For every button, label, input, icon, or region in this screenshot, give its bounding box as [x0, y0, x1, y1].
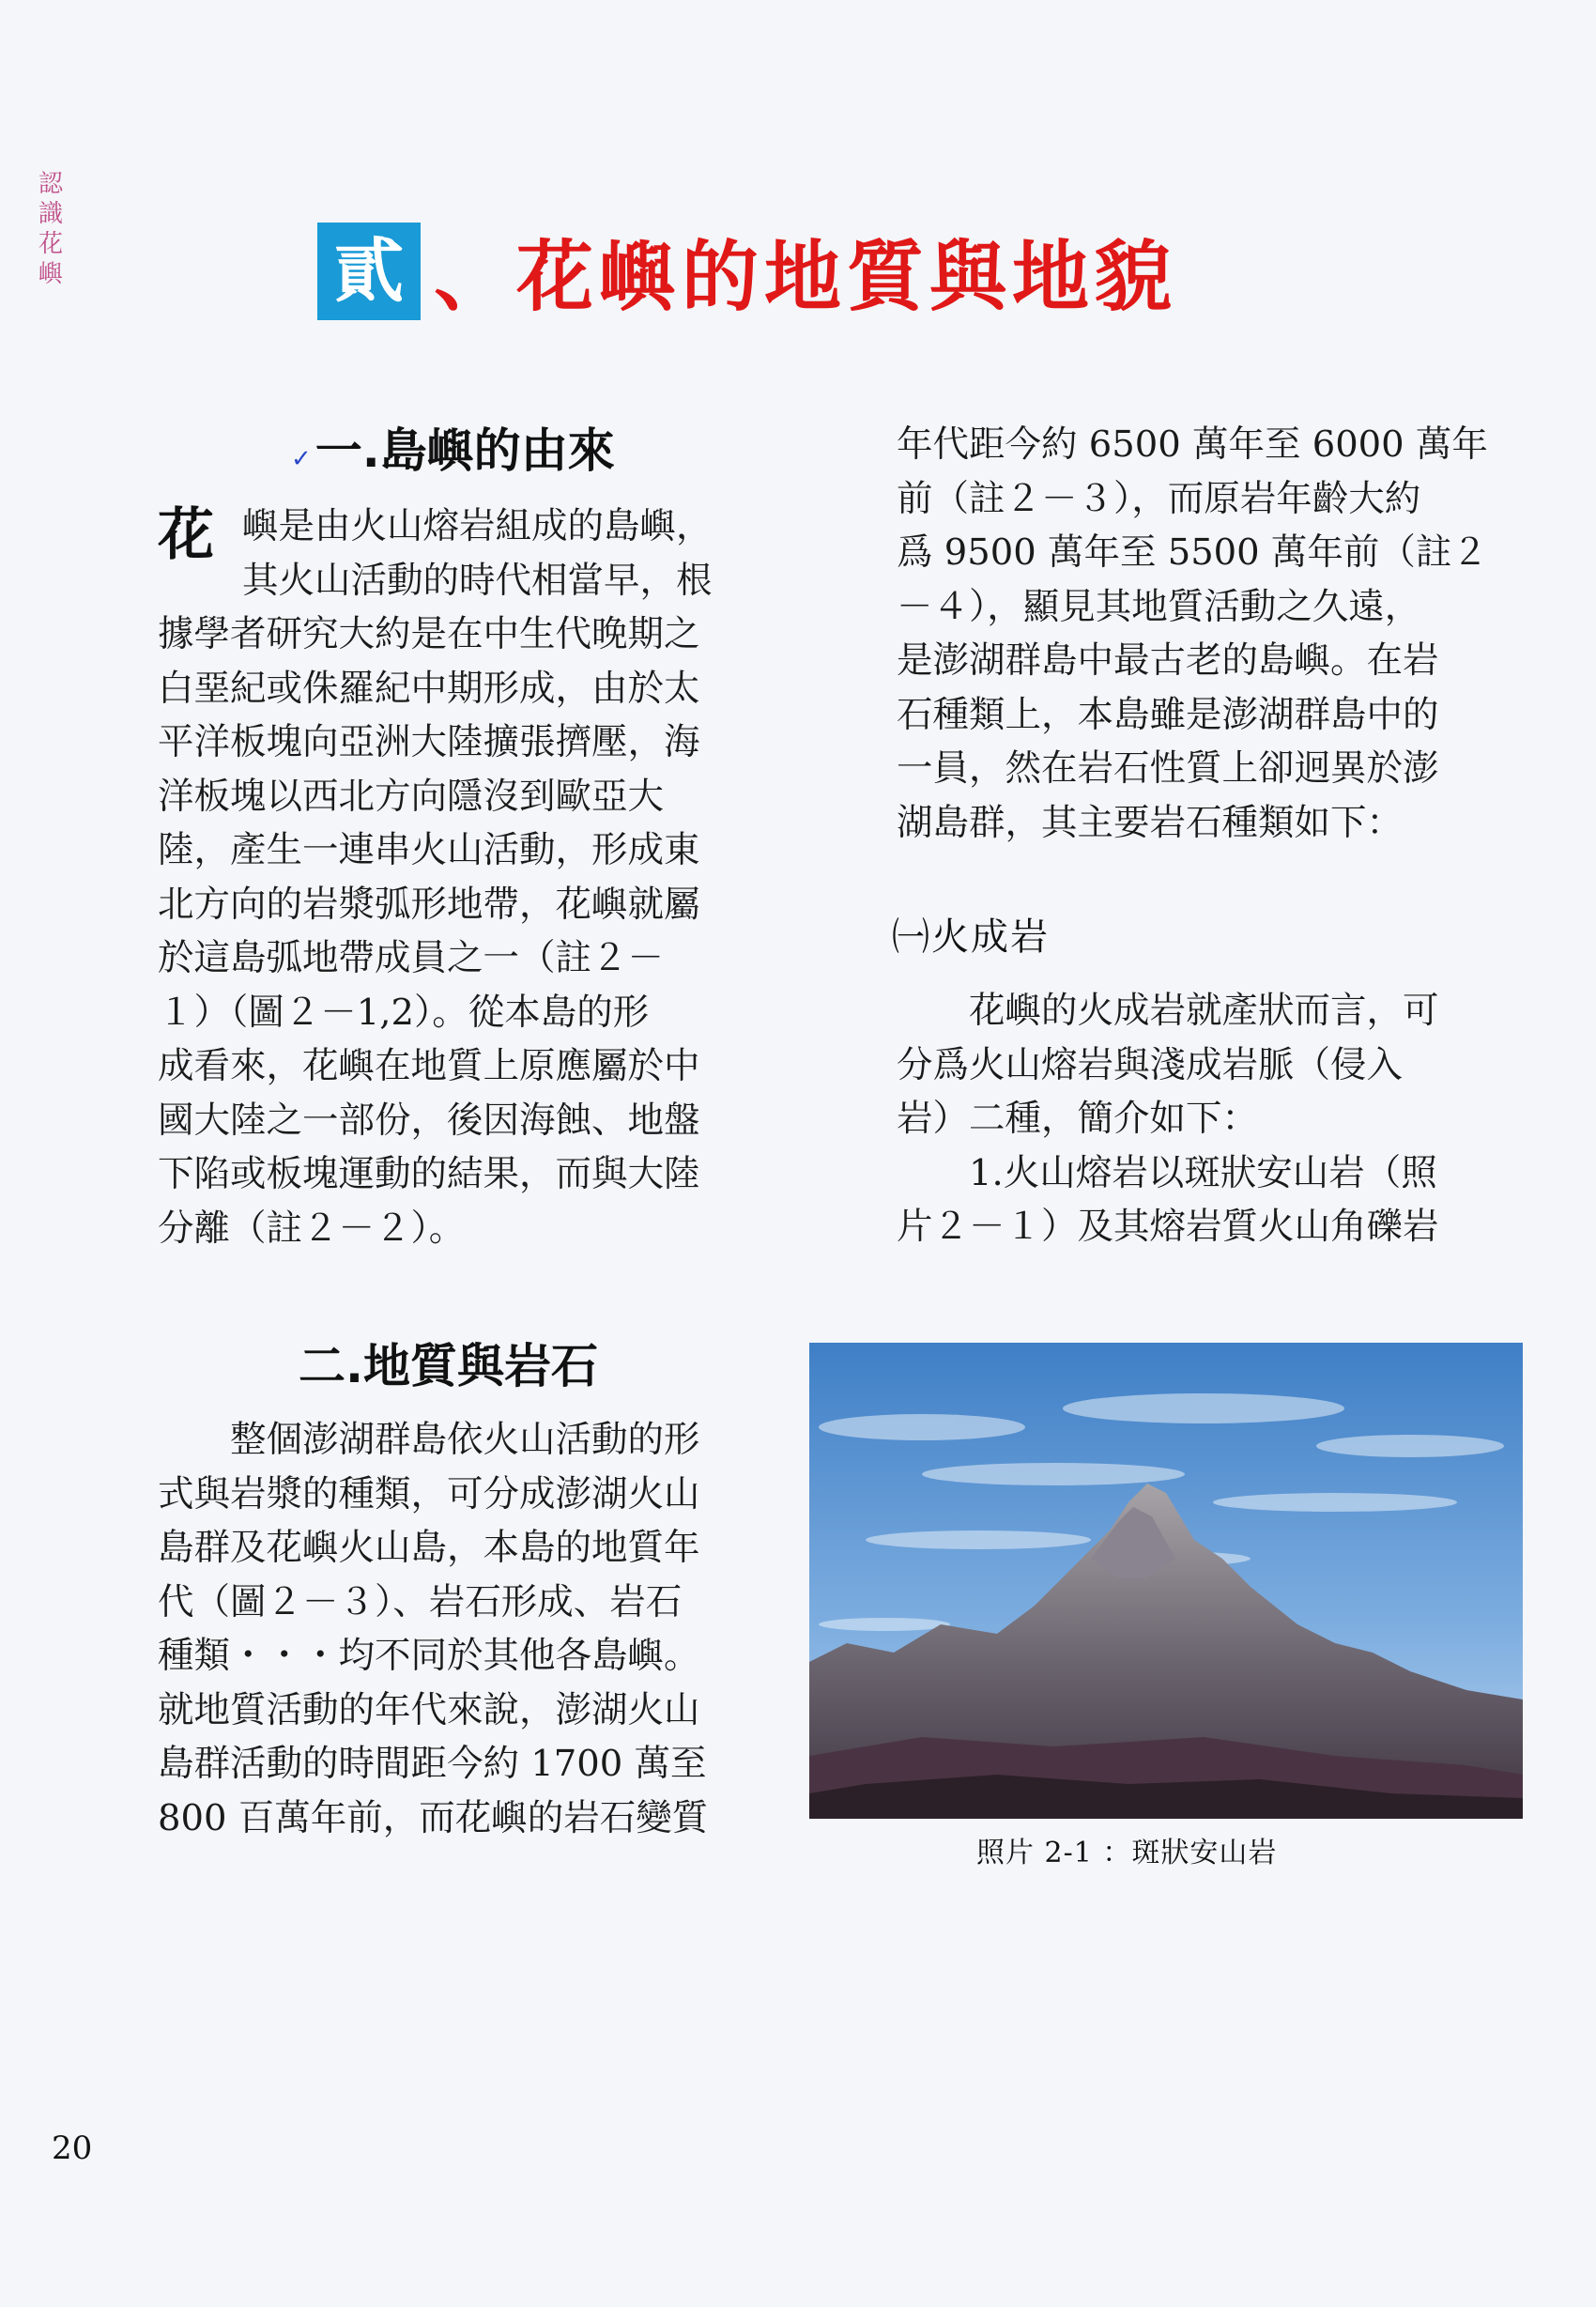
text-line: 嶼是由火山熔岩組成的島嶼， — [242, 505, 713, 547]
text-line: 島群及花嶼火山島，本島的地質年 — [158, 1527, 700, 1569]
side-label-char: 嶼 — [38, 260, 63, 288]
side-label-char: 花 — [38, 230, 63, 258]
text-line: 岩）二種，簡介如下： — [897, 1098, 1259, 1140]
text-line: 爲 9500 萬年至 5500 萬年前（註２ — [897, 531, 1488, 574]
text-line: 就地質活動的年代來說，澎湖火山 — [158, 1688, 700, 1731]
text-line: 花嶼的火成岩就產狀而言，可 — [897, 990, 1439, 1032]
text-line: 是澎湖群島中最古老的島嶼。在岩 — [897, 639, 1439, 682]
side-label — [36, 169, 66, 289]
text-line: 平洋板塊向亞洲大陸擴張擠壓，海 — [158, 721, 700, 763]
side-label-char: 認 — [38, 170, 63, 198]
text-line: １）（圖２－1,2）。從本島的形 — [158, 991, 650, 1034]
chapter-title-text: 、花嶼的地質與地貌 — [434, 233, 1178, 322]
text-line: 北方向的岩漿弧形地帶，花嶼就屬 — [158, 883, 700, 926]
section1-intro-lines — [242, 500, 713, 608]
text-line: 800 百萬年前，而花嶼的岩石變質 — [158, 1796, 709, 1839]
section-heading-geology: 二.地質與岩石 — [299, 1339, 598, 1393]
text-line: 成看來，花嶼在地質上原應屬於中 — [158, 1045, 700, 1087]
text-line: 代（圖２－３）、岩石形成、岩石 — [158, 1580, 683, 1623]
text-line: 島群活動的時間距今約 1700 萬至 — [158, 1743, 707, 1785]
text-line: 前（註２－３），而原岩年齡大約 — [897, 477, 1421, 520]
text-line: 整個澎湖群島依火山活動的形 — [158, 1419, 700, 1461]
text-line: 洋板塊以西北方向隱沒到歐亞大 — [158, 775, 665, 818]
section-heading-origin — [291, 413, 615, 481]
text-line: 據學者研究大約是在中生代晚期之 — [158, 613, 700, 655]
right-column-body — [897, 418, 1488, 850]
text-line: 湖島群，其主要岩石種類如下： — [897, 801, 1404, 844]
section1-body — [158, 608, 700, 1255]
text-line: 國大陸之一部份，後因海蝕、地盤 — [158, 1099, 700, 1142]
chapter-number: 貳 — [317, 223, 421, 320]
andesite-photo — [809, 1343, 1523, 1819]
text-line: 其火山活動的時代相當早，根 — [242, 559, 713, 602]
page-number: 20 — [52, 2130, 93, 2167]
chapter-title — [317, 216, 1177, 326]
check-mark-icon: ✓ — [291, 445, 312, 473]
right-column-body-2 — [897, 984, 1439, 1254]
section-heading-origin-text: 一.島嶼的由來 — [315, 423, 615, 478]
text-line: 白堊紀或侏羅紀中期形成，由於太 — [158, 667, 700, 710]
text-line: －４），顯見其地質活動之久遠， — [897, 585, 1421, 628]
text-line: 石種類上，本島雖是澎湖群島中的 — [897, 693, 1439, 736]
text-line: 片２－１）及其熔岩質火山角礫岩 — [897, 1206, 1439, 1248]
text-line: 種類・・・均不同於其他各島嶼。 — [158, 1635, 700, 1677]
text-line: 下陷或板塊運動的結果，而與大陸 — [158, 1153, 700, 1195]
drop-cap: 花 — [158, 502, 214, 568]
section2-body — [158, 1413, 708, 1845]
text-line: 年代距今約 6500 萬年至 6000 萬年 — [897, 423, 1488, 466]
text-line: 陸，產生一連串火山活動，形成東 — [158, 829, 700, 871]
subsection-heading-igneous: ㈠火成岩 — [892, 915, 1050, 959]
text-line: 一員，然在岩石性質上卻迥異於澎 — [897, 747, 1439, 790]
text-line: 分爲火山熔岩與淺成岩脈（侵入 — [897, 1043, 1404, 1086]
text-line: 分離（註２－２）。 — [158, 1207, 466, 1250]
text-line: 於這島弧地帶成員之一（註２－ — [158, 937, 665, 979]
photo-caption: 照片 2-1 ：斑狀安山岩 — [976, 1837, 1278, 1869]
side-label-char: 識 — [38, 200, 63, 228]
text-line: 式與岩漿的種類，可分成澎湖火山 — [158, 1472, 700, 1515]
text-line: 1.火山熔岩以斑狀安山岩（照 — [897, 1151, 1437, 1194]
